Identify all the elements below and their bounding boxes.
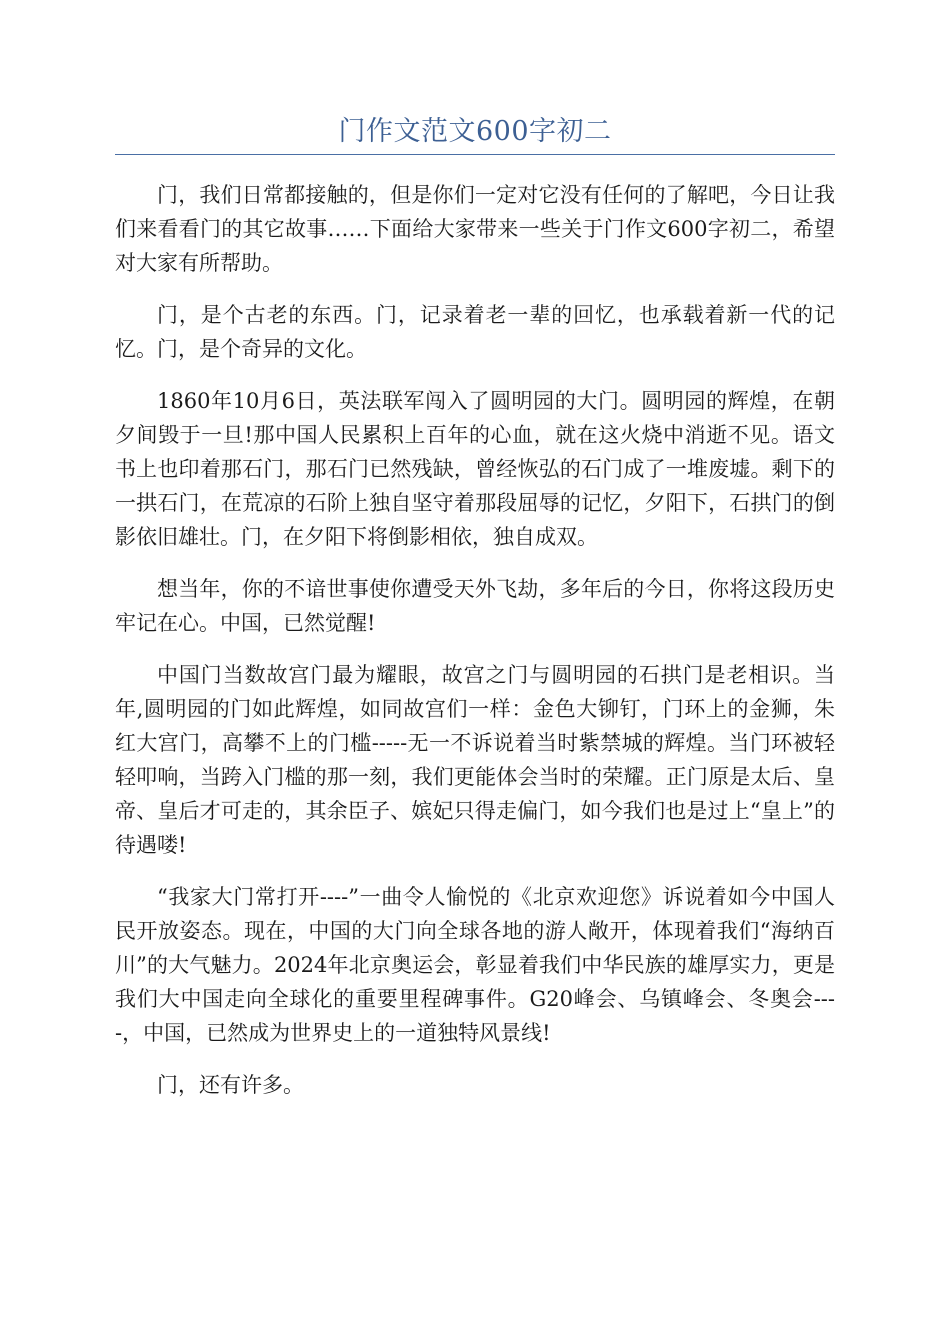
title-underline	[115, 154, 835, 155]
paragraph-intro: 门，我们日常都接触的，但是你们一定对它没有任何的了解吧，今日让我们来看看门的其它故事……下面给大家带来一些关于门作文600字初二，希望对大家有所帮助。	[115, 183, 835, 275]
paragraph-ancient-door: 门，是个古老的东西。门，记录着老一辈的回忆，也承载着新一代的记忆。门，是个奇异的文化。	[115, 303, 835, 361]
paragraph-yuanmingyuan: 1860年10月6日，英法联军闯入了圆明园的大门。圆明园的辉煌，在朝夕间毁于一旦!那中国人民累积上百年的心血，就在这火烧中消逝不见。语文书上也印着那石门，那石门已然残缺，曾经恢弘的石门成了一堆废墟。剩下的一拱石门，在荒凉的石阶上独自坚守着那段屈辱的记忆，夕阳下，石拱门的倒影依旧雄壮。门，在夕阳下将倒影相依，独自成双。	[115, 389, 835, 549]
paragraph-history: 想当年，你的不谙世事使你遭受天外飞劫，多年后的今日，你将这段历史牢记在心。中国，已然觉醒!	[115, 577, 835, 635]
paragraph-forbidden-city: 中国门当数故宫门最为耀眼，故宫之门与圆明园的石拱门是老相识。当年,圆明园的门如此辉煌，如同故宫们一样：金色大铆钉，门环上的金狮，朱红大宫门，高攀不上的门槛-----无一不诉说着当时紫禁城的辉煌。当门环被轻轻叩响，当跨入门槛的那一刻，我们更能体会当时的荣耀。正门原是太后、皇帝、皇后才可走的，其余臣子、嫔妃只得走偏门，如今我们也是过上“皇上”的待遇喽!	[115, 663, 835, 857]
paragraph-open-china: “我家大门常打开----”一曲令人愉悦的《北京欢迎您》诉说着如今中国人民开放姿态。现在，中国的大门向全球各地的游人敞开，体现着我们“海纳百川”的大气魅力。2024年北京奥运会，彰显着我们中华民族的雄厚实力，更是我们大中国走向全球化的重要里程碑事件。G20峰会、乌镇峰会、冬奥会----，中国，已然成为世界史上的一道独特风景线!	[115, 885, 835, 1045]
article-body	[115, 178, 835, 1120]
page-title: 门作文范文600字初二	[338, 116, 612, 147]
paragraph-closing: 门，还有许多。	[157, 1073, 304, 1097]
